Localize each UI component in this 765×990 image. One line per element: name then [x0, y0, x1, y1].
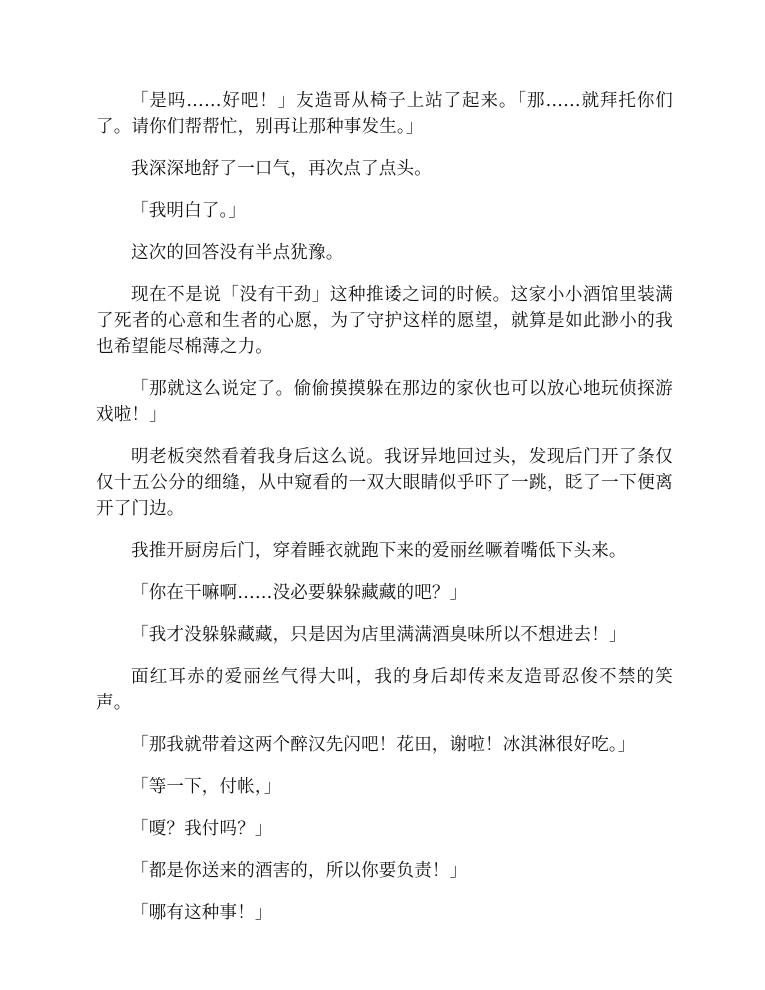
paragraph: 「哪有这种事！」 [131, 903, 273, 923]
paragraph: 「我明白了。」 [131, 201, 247, 221]
paragraph: 明老板突然看着我身后这么说。我讶异地回过头，发现后门开了条仅仅十五公分的细缝，从中窥看的一双大眼睛似乎吓了一跳，眨了一下便离开了门边。 [96, 447, 673, 519]
paragraph: 「那就这么说定了。偷偷摸摸躲在那边的家伙也可以放心地玩侦探游戏啦！」 [96, 379, 673, 425]
paragraph: 「都是你送来的酒害的，所以你要负责！」 [131, 861, 468, 881]
paragraph: 「我才没躲躲藏藏，只是因为店里满满酒臭味所以不想进去！」 [131, 625, 627, 645]
paragraph: 现在不是说「没有干劲」这种推诿之词的时候。这家小小酒馆里装满了死者的心意和生者的心愿，为了守护这样的愿望，就算是如此渺小的我也希望能尽棉薄之力。 [96, 285, 673, 357]
paragraph: 「是吗……好吧！」友造哥从椅子上站了起来。「那……就拜托你们了。请你们帮帮忙，别再让那种事发生。」 [96, 91, 673, 137]
paragraph: 面红耳赤的爱丽丝气得大叫，我的身后却传来友造哥忍俊不禁的笑声。 [96, 667, 673, 713]
paragraph: 「嗄？我付吗？」 [131, 819, 273, 839]
paragraph: 这次的回答没有半点犹豫。 [131, 243, 344, 263]
paragraph: 我推开厨房后门，穿着睡衣就跑下来的爱丽丝噘着嘴低下头来。 [131, 541, 627, 561]
paragraph: 「你在干嘛啊……没必要躲躲藏藏的吧？」 [131, 583, 468, 603]
paragraph: 「那我就带着这两个醉汉先闪吧！花田，谢啦！冰淇淋很好吃。」 [131, 735, 636, 755]
paragraph: 我深深地舒了一口气，再次点了点头。 [131, 159, 432, 179]
paragraph: 「等一下，付帐，」 [131, 777, 282, 797]
